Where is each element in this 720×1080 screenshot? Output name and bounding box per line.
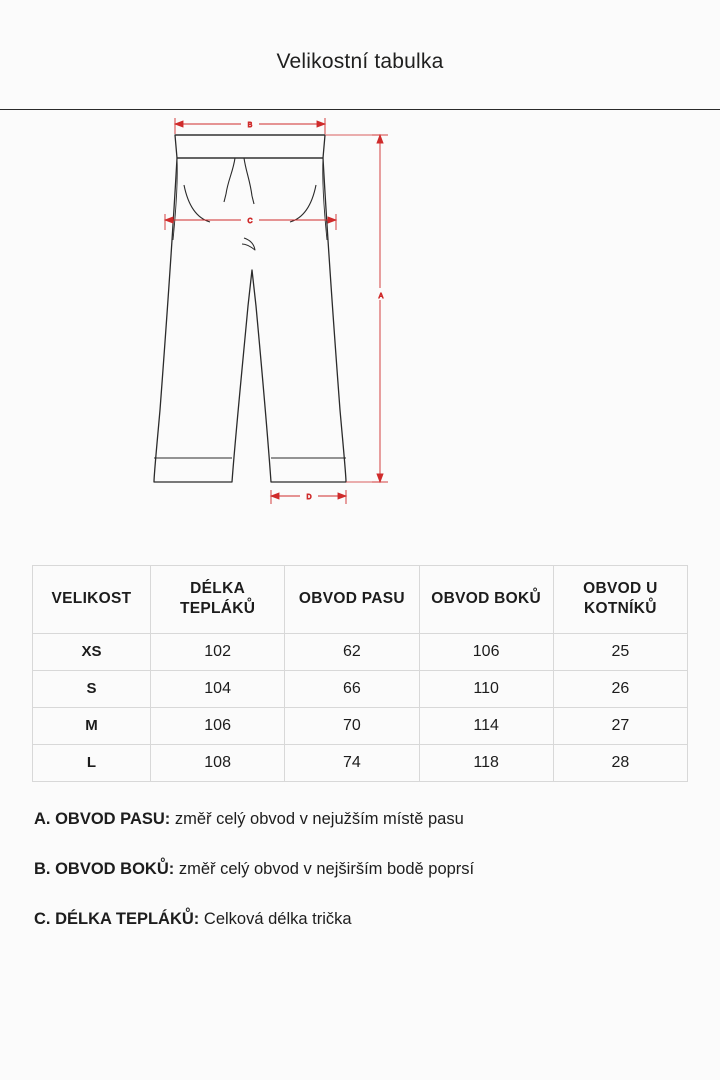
column-header-obvod-pasu: OBVOD PASU [285,566,419,634]
dim-label-d: D [306,494,312,501]
cell-length: 108 [151,744,285,781]
column-header-velikost: VELIKOST [33,566,151,634]
note-term: B. OBVOD BOKŮ: [34,859,175,878]
dim-label-b: B [247,122,253,129]
note-term: C. DÉLKA TEPLÁKŮ: [34,909,200,928]
table-header-row [33,566,688,634]
table-header [33,566,688,634]
note-text: změř celý obvod v nejužším místě pasu [170,809,464,828]
table-row [33,633,688,670]
cell-hips: 106 [419,633,553,670]
cell-waist: 70 [285,707,419,744]
note-term: A. OBVOD PASU: [34,809,171,828]
column-header-obvod-boku: OBVOD BOKŮ [419,566,553,634]
note-text: změř celý obvod v nejširším bodě poprsí [174,859,475,878]
measurement-notes [34,808,686,932]
garment-diagram [0,110,720,565]
cell-waist: 62 [285,633,419,670]
column-header-obvod-u-kotniku: OBVOD U KOTNÍKŮ [553,566,687,634]
note-item [34,908,686,932]
table-body [33,633,688,781]
note-item [34,808,686,832]
table-row [33,707,688,744]
note-item [34,858,686,882]
cell-size: M [33,707,151,744]
cell-length: 106 [151,707,285,744]
cell-size: XS [33,633,151,670]
cell-hips: 114 [419,707,553,744]
cell-waist: 66 [285,670,419,707]
page-title: Velikostní tabulka [276,50,444,73]
cell-size: S [33,670,151,707]
table-row [33,670,688,707]
column-header-delka-teplaku: DÉLKA TEPLÁKŮ [151,566,285,634]
cell-size: L [33,744,151,781]
sweatpants-drawing [140,110,580,530]
cell-ankle: 25 [553,633,687,670]
cell-hips: 110 [419,670,553,707]
size-table [32,565,688,782]
cell-length: 102 [151,633,285,670]
cell-ankle: 28 [553,744,687,781]
cell-ankle: 26 [553,670,687,707]
cell-length: 104 [151,670,285,707]
cell-ankle: 27 [553,707,687,744]
cell-waist: 74 [285,744,419,781]
cell-hips: 118 [419,744,553,781]
dim-label-a: A [378,293,384,300]
dim-label-c: C [247,218,253,225]
table-row [33,744,688,781]
note-text: Celková délka trička [199,909,352,928]
